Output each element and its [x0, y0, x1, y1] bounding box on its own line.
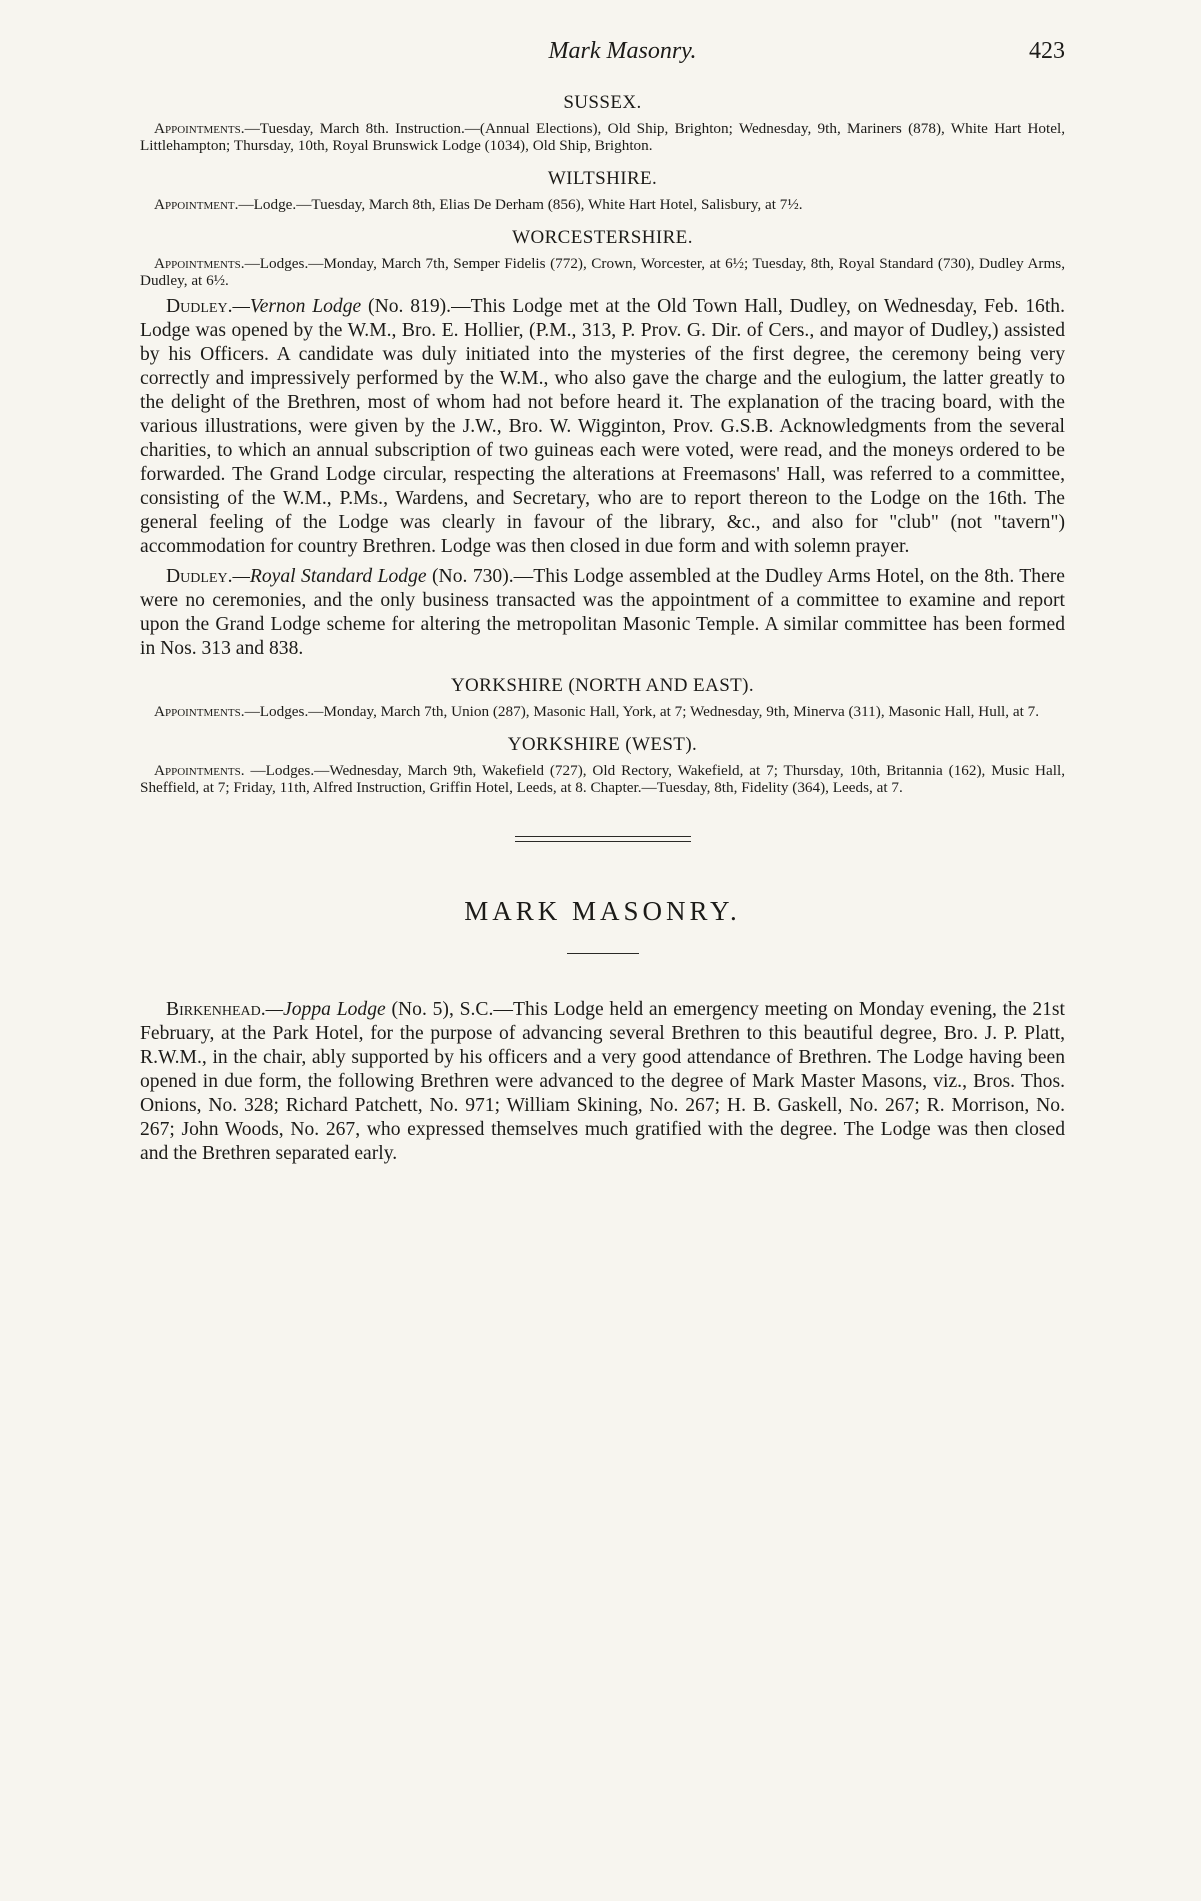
report-text: (No. 730).—This Lodge assembled at the Dudley Arms Hotel, on the 8th. There were no ceremonies, and the only business transacted was the appointment of a committee to examine and report upon the Grand Lodge scheme for altering the metropolitan Masonic Temple. A similar committee has been formed in Nos. 313 and 838.	[140, 566, 1065, 659]
wiltshire-appointment	[140, 196, 1065, 213]
appointment-text: —Lodge.—Tuesday, March 8th, Elias De Derham (856), White Hart Hotel, Salisbury, at 7½.	[238, 196, 803, 213]
page-content	[140, 92, 1065, 1166]
appointments-text: —Lodges.—Wednesday, March 9th, Wakefield (727), Old Rectory, Wakefield, at 7; Thursday, 10th, Britannia (162), Music Hall, Sheffield, at 7; Friday, 11th, Alfred Instruction, Griffin Hotel, Leeds, at 8. Chapter.—Tuesday, 8th, Fidelity (364), Leeds, at 7.	[140, 762, 1065, 796]
report-lodge-name: —Vernon Lodge	[232, 296, 362, 317]
report-text: (No. 5), S.C.—This Lodge held an emergency meeting on Monday evening, the 21st February, at the Park Hotel, for the purpose of advancing several Brethren to this beautiful degree, Bro. J. P. Platt, R.W.M., in the chair, ably supported by his officers and a very good attendance of Brethren. The Lodge having been opened in due form, the following Brethren were advanced to the degree of Mark Master Masons, viz., Bros. Thos. Onions, No. 328; Richard Patchett, No. 971; William Skining, No. 267; H. B. Gaskell, No. 267; R. Morrison, No. 267; John Woods, No. 267, who expressed themselves much gratified with the degree. The Lodge was then closed and the Brethren separated early.	[140, 999, 1065, 1164]
section-heading-sussex: SUSSEX.	[563, 92, 642, 113]
yorkshire-ne-appointments	[140, 703, 1065, 720]
running-title: Mark Masonry.	[548, 38, 697, 64]
yorkshire-west-appointments	[140, 762, 1065, 796]
appointments-text: —Lodges.—Monday, March 7th, Semper Fidelis (772), Crown, Worcester, at 6½; Tuesday, 8th, Royal Standard (730), Dudley Arms, Dudley, at 6½.	[140, 255, 1065, 289]
section-heading-yorkshire-north-east: YORKSHIRE (NORTH AND EAST).	[450, 675, 755, 696]
appointments-label: Appointments.	[154, 703, 245, 720]
running-head	[180, 38, 1065, 68]
appointments-label: Appointments.	[154, 762, 245, 779]
worcestershire-appointments	[140, 255, 1065, 289]
report-place: Dudley.	[166, 566, 233, 587]
appointments-label: Appointments.	[154, 255, 245, 272]
short-rule-divider	[567, 953, 639, 954]
section-heading-yorkshire-west: YORKSHIRE (WEST).	[507, 734, 698, 755]
report-vernon-lodge	[140, 295, 1065, 559]
report-joppa-lodge	[140, 998, 1065, 1166]
report-lodge-name: —Royal Standard Lodge	[232, 566, 427, 587]
sussex-appointments	[140, 120, 1065, 154]
report-lodge-name: —Joppa Lodge	[265, 999, 386, 1020]
page-number: 423	[1029, 38, 1065, 64]
report-place: Birkenhead.	[166, 999, 266, 1020]
report-text: (No. 819).—This Lodge met at the Old Town Hall, Dudley, on Wednesday, Feb. 16th. Lodge was opened by the W.M., Bro. E. Hollier, (P.M., 313, P. Prov. G. Dir. of Cers., and mayor of Dudley,) assisted by his Officers. A candidate was duly initiated into the mysteries of the first degree, the ceremony being very correctly and impressively performed by the W.M., who also gave the charge and the eulogium, the latter greatly to the delight of the Brethren, most of whom had not before heard it. The explanation of the tracing board, with the various illustrations, were given by the J.W., Bro. W. Wigginton, Prov. G.S.B. Acknowledgments from the several charities, to which an annual subscription of two guineas each were voted, were read, and the moneys ordered to be forwarded. The Grand Lodge circular, respecting the alterations at Freemasons' Hall, was referred to a committee, consisting of the W.M., P.Ms., Wardens, and Secretary, who are to report thereon to the Lodge on the 16th. The general feeling of the Lodge was clearly in favour of the library, &c., and also for "club" (not "tavern") accommodation for country Brethren. Lodge was then closed in due form and with solemn prayer.	[140, 296, 1065, 557]
appointments-text: —Tuesday, March 8th. Instruction.—(Annual Elections), Old Ship, Brighton; Wednesday, 9th, Mariners (878), White Hart Hotel, Littlehampton; Thursday, 10th, Royal Brunswick Lodge (1034), Old Ship, Brighton.	[140, 120, 1065, 154]
section-heading-wiltshire: WILTSHIRE.	[547, 168, 658, 189]
section-heading-worcestershire: WORCESTERSHIRE.	[512, 227, 693, 248]
appointment-label: Appointment.	[154, 196, 239, 213]
mark-masonry-heading: MARK MASONRY.	[464, 896, 741, 926]
report-place: Dudley.	[166, 296, 233, 317]
appointments-label: Appointments.	[154, 120, 245, 137]
double-rule-divider	[515, 836, 691, 842]
appointments-text: —Lodges.—Monday, March 7th, Union (287), Masonic Hall, York, at 7; Wednesday, 9th, Minerva (311), Masonic Hall, Hull, at 7.	[244, 703, 1040, 720]
report-royal-standard-lodge	[140, 565, 1065, 661]
